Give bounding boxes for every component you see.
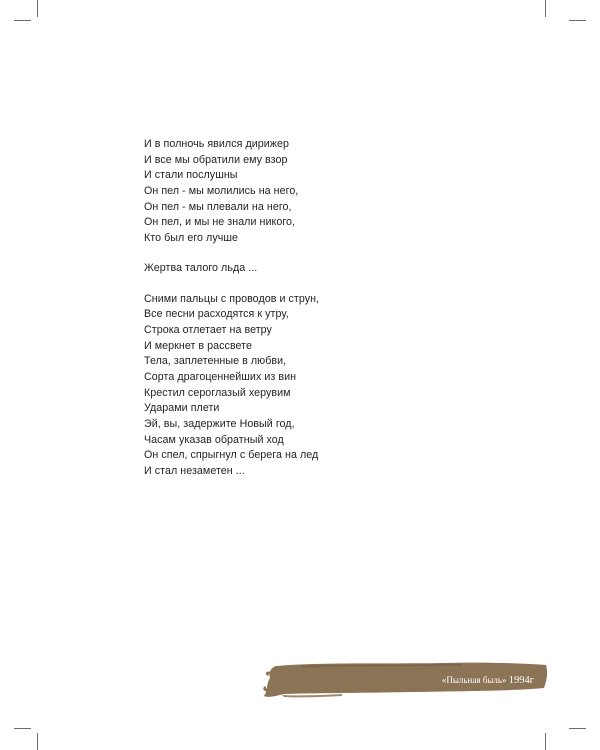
- caption-year: 1994г: [508, 675, 534, 686]
- poem-line: Строка отлетает на ветру: [144, 323, 272, 336]
- stanza-2: [144, 261, 464, 277]
- stanza-3: [144, 292, 464, 480]
- crop-mark-bottom-left-h: [14, 728, 31, 729]
- crop-mark-bottom-right: [545, 733, 546, 750]
- poem-line: Часам указав обратный ход: [144, 433, 284, 446]
- poem-line: Жертва талого льда ...: [144, 262, 258, 275]
- crop-mark-top-left: [37, 0, 38, 17]
- poem-line: Сними пальцы с проводов и струн,: [144, 292, 320, 305]
- poem-line: Эй, вы, задержите Новый год,: [144, 418, 295, 430]
- crop-mark-bottom-right-h: [569, 728, 586, 729]
- poem-text: [144, 137, 464, 494]
- poem-line: И меркнет в рассвете: [144, 339, 253, 352]
- poem-line: Ударами плети: [144, 402, 220, 415]
- poem-line: Он спел, спрыгнул с берега на лед: [144, 449, 319, 462]
- poem-line: Сорта драгоценнейших из вин: [144, 370, 297, 383]
- stanza-1: [144, 137, 464, 247]
- poem-line: Крестил сероглазый херувим: [144, 386, 291, 399]
- poem-line: Кто был его лучше: [144, 232, 238, 245]
- poem-line: И стали послушны: [144, 169, 238, 182]
- poem-line: Он пел - мы плевали на него,: [144, 200, 292, 213]
- poem-line: Он пел - мы молились на него,: [144, 185, 299, 198]
- brush-stroke-shape: [282, 694, 342, 697]
- crop-mark-top-right-h: [569, 20, 586, 21]
- poem-line: И в полночь явился дирижер: [144, 138, 289, 150]
- source-caption: [384, 675, 534, 686]
- brush-stroke-shape: [266, 671, 270, 676]
- crop-mark-top-left-h: [14, 20, 31, 21]
- poem-line: Тела, заплетенные в любви,: [144, 355, 287, 368]
- caption-title: «Пыльная быль»: [441, 675, 507, 685]
- crop-mark-top-right: [545, 0, 546, 17]
- poem-line: И стал незаметен ...: [144, 465, 245, 478]
- poem-line: Он пел, и мы не знали никого,: [144, 216, 296, 229]
- poem-line: Все песни расходятся к утру,: [144, 308, 289, 321]
- crop-mark-bottom-left: [37, 733, 38, 750]
- poem-line: И все мы обратили ему взор: [144, 153, 288, 166]
